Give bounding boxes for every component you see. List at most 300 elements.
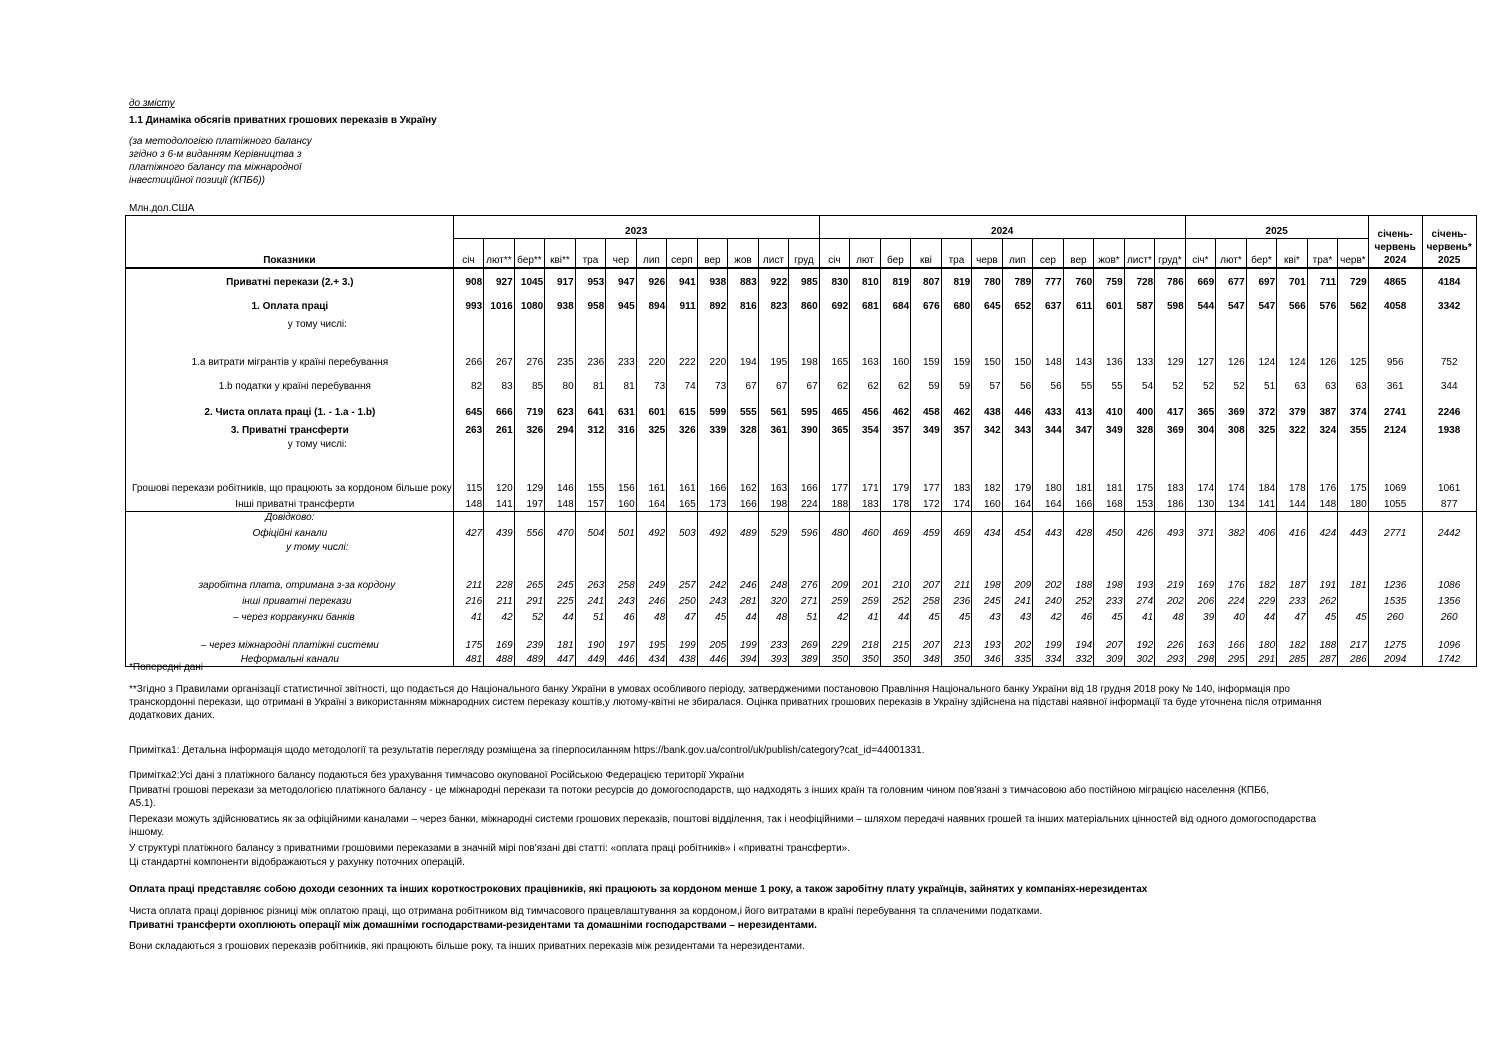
- row-value: 456: [850, 393, 881, 419]
- row-value: 324: [1307, 419, 1338, 437]
- row-value: 680: [941, 289, 972, 313]
- row-value: 180: [1033, 451, 1064, 495]
- row-value: 465: [819, 393, 850, 419]
- row-value: 211: [484, 592, 515, 608]
- row-value: 179: [1002, 451, 1033, 495]
- row-value: 73: [697, 369, 728, 393]
- row-value: 529: [758, 524, 789, 540]
- row-value: 183: [1155, 451, 1186, 495]
- row-value: 181: [1063, 451, 1094, 495]
- row-value: 295: [1216, 652, 1247, 667]
- row-value: [636, 437, 667, 451]
- row-value: 576: [1307, 289, 1338, 313]
- row-value: 160: [880, 331, 911, 369]
- row-value: 426: [1124, 524, 1155, 540]
- row-value: [728, 512, 759, 525]
- row-value: 276: [789, 554, 820, 592]
- row-value: 176: [1216, 554, 1247, 592]
- row-value: 188: [1063, 554, 1094, 592]
- row-value: 361: [758, 419, 789, 437]
- row-value: 760: [1063, 268, 1094, 289]
- row-value: [1246, 313, 1277, 331]
- row-value: [453, 512, 484, 525]
- row-value: 174: [1216, 451, 1247, 495]
- row-value: 393: [758, 652, 789, 667]
- row-value: 460: [850, 524, 881, 540]
- row-value: 443: [1033, 524, 1064, 540]
- row-value: 207: [911, 624, 942, 652]
- row-value: 350: [819, 652, 850, 667]
- row-value: 222: [667, 331, 698, 369]
- row-value: [972, 313, 1003, 331]
- row-value: [1124, 313, 1155, 331]
- row-value: 181: [1094, 451, 1125, 495]
- row-value: [789, 512, 820, 525]
- row-value: 181: [1338, 554, 1369, 592]
- row-value: [972, 540, 1003, 554]
- row-value: 44: [880, 608, 911, 624]
- row-value: [697, 512, 728, 525]
- row-value: 187: [1277, 554, 1308, 592]
- row-value: 335: [1002, 652, 1033, 667]
- row-value: 458: [911, 393, 942, 419]
- row-total-value: 2442: [1422, 524, 1476, 540]
- row-value: 243: [697, 592, 728, 608]
- row-value: 166: [1216, 624, 1247, 652]
- row-value: 611: [1063, 289, 1094, 313]
- row-value: 304: [1185, 419, 1216, 437]
- row-label: Грошові перекази робітників, що працюють за кордоном більше року: [126, 451, 454, 495]
- row-value: 681: [850, 289, 881, 313]
- month-header: січ: [819, 239, 850, 269]
- row-value: 175: [1338, 451, 1369, 495]
- row-value: 226: [1155, 624, 1186, 652]
- period-header-year: 2025: [1438, 255, 1461, 266]
- row-value: 198: [789, 331, 820, 369]
- row-value: 45: [1094, 608, 1125, 624]
- row-value: 56: [1002, 369, 1033, 393]
- row-value: 729: [1338, 268, 1369, 289]
- definition-components: Ці стандартні компоненти відображаються у рахунку поточних операцій.: [129, 857, 465, 868]
- month-header: кві**: [545, 239, 576, 269]
- row-value: 728: [1124, 268, 1155, 289]
- row-value: 449: [575, 652, 606, 667]
- row-value: 156: [606, 451, 637, 495]
- row-value: [1155, 512, 1186, 525]
- row-value: 150: [1002, 331, 1033, 369]
- row-value: 294: [545, 419, 576, 437]
- row-value: 39: [1185, 608, 1216, 624]
- row-value: 52: [514, 608, 545, 624]
- row-value: [514, 313, 545, 331]
- row-value: 428: [1063, 524, 1094, 540]
- row-value: 224: [789, 495, 820, 512]
- table-row: [126, 313, 1477, 331]
- row-value: [1185, 437, 1216, 451]
- table-row: [126, 495, 1477, 512]
- row-value: [1063, 512, 1094, 525]
- row-value: 417: [1155, 393, 1186, 419]
- table-row: [126, 512, 1477, 525]
- period-header-2025: [1422, 216, 1476, 269]
- row-value: 438: [667, 652, 698, 667]
- row-value: 488: [484, 652, 515, 667]
- row-value: [667, 437, 698, 451]
- row-value: 194: [728, 331, 759, 369]
- row-value: 266: [453, 331, 484, 369]
- row-total-value: 1061: [1422, 451, 1476, 495]
- row-value: 173: [697, 495, 728, 512]
- row-value: 63: [1277, 369, 1308, 393]
- row-value: 807: [911, 268, 942, 289]
- row-value: 789: [1002, 268, 1033, 289]
- row-value: [1246, 512, 1277, 525]
- row-value: [1246, 540, 1277, 554]
- row-value: 233: [758, 624, 789, 652]
- row-value: [1094, 512, 1125, 525]
- row-value: 390: [789, 419, 820, 437]
- row-value: 199: [667, 624, 698, 652]
- row-value: 309: [1094, 652, 1125, 667]
- row-value: 470: [545, 524, 576, 540]
- row-total-value: [1422, 313, 1476, 331]
- row-value: 45: [941, 608, 972, 624]
- row-value: 413: [1063, 393, 1094, 419]
- row-value: 993: [453, 289, 484, 313]
- table-row: [126, 369, 1477, 393]
- row-value: 130: [1185, 495, 1216, 512]
- row-value: 823: [758, 289, 789, 313]
- row-value: 276: [514, 331, 545, 369]
- table-row: [126, 608, 1477, 624]
- row-label: заробітна плата, отримана з-за кордону: [126, 554, 454, 592]
- row-value: 239: [514, 624, 545, 652]
- row-value: 287: [1307, 652, 1338, 667]
- row-value: [1277, 540, 1308, 554]
- row-value: 262: [1307, 592, 1338, 608]
- period-header-label: січень-червень: [1374, 229, 1416, 253]
- row-value: 46: [606, 608, 637, 624]
- row-total-value: 1069: [1368, 451, 1422, 495]
- row-value: 74: [667, 369, 698, 393]
- row-value: 566: [1277, 289, 1308, 313]
- row-value: 489: [514, 652, 545, 667]
- row-value: 197: [606, 624, 637, 652]
- row-value: 365: [1185, 393, 1216, 419]
- row-value: 41: [850, 608, 881, 624]
- row-value: [1246, 437, 1277, 451]
- units-label: Млн.дол.США: [129, 203, 195, 214]
- row-value: 148: [545, 495, 576, 512]
- row-value: 216: [453, 592, 484, 608]
- row-value: [575, 313, 606, 331]
- row-value: [1155, 437, 1186, 451]
- row-total-value: 1086: [1422, 554, 1476, 592]
- row-value: 180: [1246, 624, 1277, 652]
- row-value: 136: [1094, 331, 1125, 369]
- row-value: 547: [1246, 289, 1277, 313]
- row-value: 596: [789, 524, 820, 540]
- table-row: [126, 419, 1477, 437]
- row-value: 945: [606, 289, 637, 313]
- row-value: 225: [545, 592, 576, 608]
- table-row: [126, 331, 1477, 369]
- month-header: тра*: [1307, 239, 1338, 269]
- month-header: кві: [911, 239, 942, 269]
- row-value: 348: [911, 652, 942, 667]
- row-value: 183: [850, 495, 881, 512]
- row-value: 265: [514, 554, 545, 592]
- row-value: [1063, 437, 1094, 451]
- row-value: 51: [1246, 369, 1277, 393]
- row-value: [758, 512, 789, 525]
- row-value: 63: [1307, 369, 1338, 393]
- row-value: 163: [758, 451, 789, 495]
- row-value: 1080: [514, 289, 545, 313]
- row-value: [545, 512, 576, 525]
- row-label: 1. Оплата праці: [126, 289, 454, 313]
- row-value: 349: [1094, 419, 1125, 437]
- row-value: 258: [911, 592, 942, 608]
- row-value: [575, 540, 606, 554]
- row-value: 328: [1124, 419, 1155, 437]
- row-value: 493: [1155, 524, 1186, 540]
- row-total-value: 2741: [1368, 393, 1422, 419]
- contents-link[interactable]: до змісту: [129, 98, 175, 109]
- row-value: 355: [1338, 419, 1369, 437]
- row-value: 883: [728, 268, 759, 289]
- definition-net-compensation: Чиста оплата праці дорівнює різниці між оплатою праці, що отримана робітником від тимчасового працевлаштування за кордоном,і його витратами в країні перебування та сплаченими податками.: [129, 906, 1043, 917]
- row-value: [484, 437, 515, 451]
- row-value: 188: [819, 495, 850, 512]
- row-total-value: 260: [1368, 608, 1422, 624]
- row-value: [1033, 313, 1064, 331]
- row-value: [819, 512, 850, 525]
- row-value: 46: [1063, 608, 1094, 624]
- row-value: 312: [575, 419, 606, 437]
- note-preliminary: *Попередні дані: [129, 662, 204, 673]
- row-value: [545, 540, 576, 554]
- row-value: 599: [697, 393, 728, 419]
- row-value: 183: [941, 451, 972, 495]
- row-value: [1216, 313, 1247, 331]
- row-value: 492: [697, 524, 728, 540]
- row-value: 143: [1063, 331, 1094, 369]
- row-value: [1338, 512, 1369, 525]
- row-value: [1002, 540, 1033, 554]
- row-value: 166: [697, 451, 728, 495]
- note-double-star: **Згідно з Правилами організації статистичної звітності, що подається до Національного банку України в умовах особливого періоду, затвердженими постановою Правління Національного банку України від 18 грудня 2018 року № 140, інформація про транскордонні перекази, що отримані в Україні з використанням міжнародних систем переказу коштів,у лютому-квітні не збиралася. Оцінка приватних грошових переказів в Україну здійснена на підставі наявної інформації та буде уточнена після отримання додаткових даних.: [129, 684, 1322, 721]
- row-value: [484, 313, 515, 331]
- row-value: 365: [819, 419, 850, 437]
- row-value: 281: [728, 592, 759, 608]
- row-value: [1033, 512, 1064, 525]
- row-value: 52: [1185, 369, 1216, 393]
- row-value: [545, 313, 576, 331]
- row-value: 354: [850, 419, 881, 437]
- row-value: 443: [1338, 524, 1369, 540]
- row-value: 177: [819, 451, 850, 495]
- row-value: 202: [1002, 624, 1033, 652]
- row-value: 125: [1338, 331, 1369, 369]
- row-value: 41: [1124, 608, 1155, 624]
- row-value: 544: [1185, 289, 1216, 313]
- row-value: 126: [1307, 331, 1338, 369]
- row-value: 394: [728, 652, 759, 667]
- row-value: 220: [697, 331, 728, 369]
- row-value: 211: [453, 554, 484, 592]
- row-total-value: 1275: [1368, 624, 1422, 652]
- row-value: 193: [1124, 554, 1155, 592]
- row-value: 917: [545, 268, 576, 289]
- row-value: 631: [606, 393, 637, 419]
- row-value: [1338, 313, 1369, 331]
- row-value: 652: [1002, 289, 1033, 313]
- row-value: 777: [1033, 268, 1064, 289]
- row-value: 236: [941, 592, 972, 608]
- row-value: 178: [880, 495, 911, 512]
- row-value: 246: [636, 592, 667, 608]
- row-value: 163: [850, 331, 881, 369]
- row-value: 427: [453, 524, 484, 540]
- row-value: 503: [667, 524, 698, 540]
- row-value: 322: [1277, 419, 1308, 437]
- row-value: 406: [1246, 524, 1277, 540]
- row-value: [758, 540, 789, 554]
- row-value: 504: [575, 524, 606, 540]
- row-value: 182: [1246, 554, 1277, 592]
- row-value: 481: [453, 652, 484, 667]
- row-value: 62: [819, 369, 850, 393]
- row-total-value: 956: [1368, 331, 1422, 369]
- row-value: [880, 512, 911, 525]
- row-value: 148: [1033, 331, 1064, 369]
- row-value: [1094, 540, 1125, 554]
- row-total-value: 2771: [1368, 524, 1422, 540]
- row-value: 291: [514, 592, 545, 608]
- row-value: [606, 437, 637, 451]
- row-value: 191: [1307, 554, 1338, 592]
- row-value: 129: [514, 451, 545, 495]
- row-value: 199: [728, 624, 759, 652]
- row-value: 148: [453, 495, 484, 512]
- row-value: 190: [575, 624, 606, 652]
- definition-compensation: Оплата праці представляє собою доходи сезонних та інших короткострокових працівників, які працюють за кордоном менше 1 року, а також заробітну плату українців, зайнятих у компаніях-нерезидентах: [129, 884, 1148, 895]
- row-value: 199: [1033, 624, 1064, 652]
- row-value: 334: [1033, 652, 1064, 667]
- row-value: [1094, 437, 1125, 451]
- row-label: 1.a витрати мігрантів у країні перебування: [126, 331, 454, 369]
- row-value: [728, 540, 759, 554]
- row-value: 206: [1185, 592, 1216, 608]
- row-value: 325: [1246, 419, 1277, 437]
- table-row: [126, 289, 1477, 313]
- month-header: вер: [697, 239, 728, 269]
- row-value: 601: [636, 393, 667, 419]
- row-value: 126: [1216, 331, 1247, 369]
- row-value: 286: [1338, 652, 1369, 667]
- row-value: 357: [880, 419, 911, 437]
- row-value: [758, 437, 789, 451]
- row-value: 42: [819, 608, 850, 624]
- row-value: 446: [697, 652, 728, 667]
- row-value: [1277, 313, 1308, 331]
- row-value: [453, 313, 484, 331]
- row-value: 316: [606, 419, 637, 437]
- row-value: 469: [880, 524, 911, 540]
- row-value: 810: [850, 268, 881, 289]
- row-value: 819: [941, 268, 972, 289]
- table-row: [126, 624, 1477, 652]
- row-value: 595: [789, 393, 820, 419]
- row-value: 219: [1155, 554, 1186, 592]
- row-total-value: [1422, 512, 1476, 525]
- row-value: [636, 313, 667, 331]
- table-row: [126, 540, 1477, 554]
- row-value: 182: [972, 451, 1003, 495]
- row-value: 85: [514, 369, 545, 393]
- row-value: 326: [514, 419, 545, 437]
- row-value: [880, 437, 911, 451]
- month-header: тра: [575, 239, 606, 269]
- row-value: 245: [545, 554, 576, 592]
- row-value: 454: [1002, 524, 1033, 540]
- row-value: 623: [545, 393, 576, 419]
- row-value: [911, 512, 942, 525]
- row-value: 911: [667, 289, 698, 313]
- row-value: [1307, 437, 1338, 451]
- row-total-value: 1356: [1422, 592, 1476, 608]
- row-value: 186: [1155, 495, 1186, 512]
- row-value: [880, 313, 911, 331]
- row-value: 343: [1002, 419, 1033, 437]
- row-value: 165: [819, 331, 850, 369]
- row-total-value: 1535: [1368, 592, 1422, 608]
- row-value: 192: [1124, 624, 1155, 652]
- row-value: 56: [1033, 369, 1064, 393]
- row-value: [850, 313, 881, 331]
- month-header: бер**: [514, 239, 545, 269]
- row-value: 320: [758, 592, 789, 608]
- row-value: 172: [911, 495, 942, 512]
- page-title: 1.1 Динаміка обсягів приватних грошових переказів в Україну: [129, 115, 437, 126]
- row-value: [941, 313, 972, 331]
- row-value: 59: [911, 369, 942, 393]
- row-value: 462: [941, 393, 972, 419]
- row-label: Офіційні канали: [126, 524, 454, 540]
- row-value: 174: [1185, 451, 1216, 495]
- row-value: 938: [697, 268, 728, 289]
- row-value: [1307, 512, 1338, 525]
- table-row: [126, 393, 1477, 419]
- row-value: 51: [789, 608, 820, 624]
- row-value: 198: [1094, 554, 1125, 592]
- row-value: 67: [789, 369, 820, 393]
- row-value: 162: [728, 451, 759, 495]
- row-value: 124: [1277, 331, 1308, 369]
- row-value: 155: [575, 451, 606, 495]
- row-value: 133: [1124, 331, 1155, 369]
- row-label: Інші приватні трансферти: [126, 495, 454, 512]
- row-value: [514, 512, 545, 525]
- row-value: 178: [1277, 451, 1308, 495]
- row-value: [850, 512, 881, 525]
- row-value: 819: [880, 268, 911, 289]
- row-value: 1016: [484, 289, 515, 313]
- row-value: 328: [728, 419, 759, 437]
- row-value: 285: [1277, 652, 1308, 667]
- row-value: 161: [636, 451, 667, 495]
